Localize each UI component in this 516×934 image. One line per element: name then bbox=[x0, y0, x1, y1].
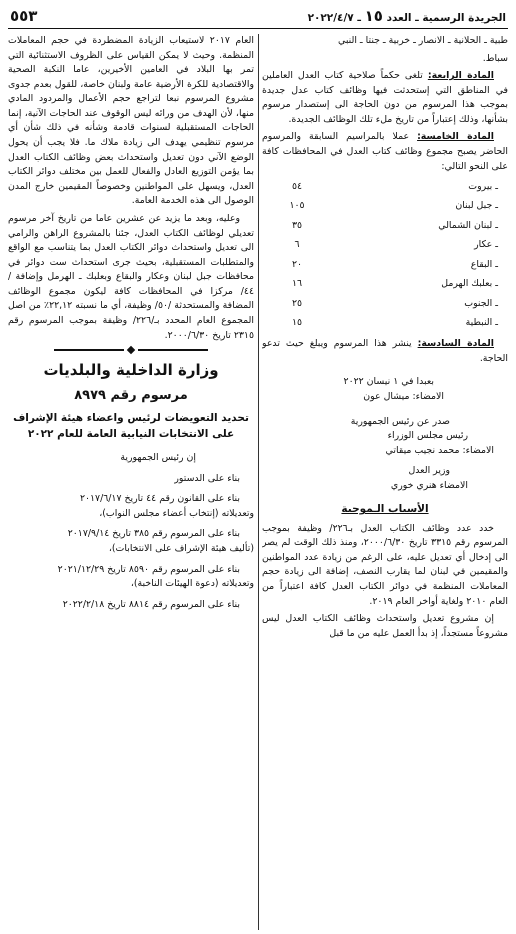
prime-minister-signature: الامضاء: محمد نجيب ميقاتي bbox=[385, 444, 494, 456]
region-name: ـ جبل لبنان bbox=[455, 200, 498, 212]
region-count: ١٠٥ bbox=[289, 200, 305, 212]
list-item bbox=[262, 275, 508, 295]
column-divider bbox=[258, 34, 259, 930]
region-name: ـ البقاع bbox=[470, 258, 498, 270]
decree-title bbox=[8, 410, 254, 444]
preamble-line: وتعديلاته (إنتخاب أعضاء مجلس النواب)، bbox=[99, 507, 254, 519]
section-separator bbox=[8, 347, 254, 353]
article-6-text: ينشر هذا المرسوم ويبلغ حيث تدعو الحاجة. bbox=[262, 338, 508, 364]
prime-minister-title: رئيس مجلس الوزراء bbox=[387, 430, 468, 442]
list-item bbox=[262, 294, 508, 314]
article-4-text: تلغى حكماً صلاحية كتاب العدل العاملين في المناطق التي إستحدثت فيها وظائف كتاب عدل جديدة بموجب هذا المرسوم من دون الحاجة الى إستصدار مرسوم بشأنها، وذلك إعتباراً من تاريخ ملء تلك الوظائف الجديدة. bbox=[262, 70, 508, 125]
list-item bbox=[262, 314, 508, 334]
region-count: ٥٤ bbox=[291, 180, 303, 192]
region-name: ـ لبنان الشمالي bbox=[438, 219, 498, 231]
preamble-line: بناء على المرسوم رقم ٨٥٩٠ تاريخ ٢٠٢١/١٢/٢٩ bbox=[57, 563, 240, 575]
decree-number: مرسوم رقم ٨٩٧٩ bbox=[74, 388, 188, 404]
separator-diamond-icon bbox=[127, 346, 135, 354]
justice-minister-title: وزير العدل bbox=[408, 465, 450, 477]
two-column-body bbox=[8, 34, 508, 930]
region-name: ـ بيروت bbox=[468, 180, 498, 192]
reasons-paragraph-2: إن مشروع تعديل واستحداث وظائف الكتاب العدل ليس مشروعاً مستجداً، إذ بدأ العمل عليه من ما قبل bbox=[262, 613, 508, 639]
villages-line-end: سباط. bbox=[482, 52, 508, 64]
list-item bbox=[262, 197, 508, 217]
region-count: ٦ bbox=[294, 239, 300, 251]
ministry-heading: وزارة الداخلية والبلديات bbox=[43, 361, 219, 380]
justice-minister-signature: الامضاء هنري خوري bbox=[390, 479, 468, 491]
region-count: ١٦ bbox=[291, 278, 303, 290]
article-4 bbox=[262, 69, 508, 127]
region-name: ـ عكار bbox=[474, 239, 498, 251]
signing-date: بعبدا في ١ نيسان ٢٠٢٢ bbox=[343, 376, 434, 388]
list-item bbox=[262, 255, 508, 275]
issued-by: صدر عن رئيس الجمهورية bbox=[350, 415, 450, 427]
region-name: ـ الجنوب bbox=[464, 297, 498, 309]
decree-title-line: على الانتخابات النيابية العامة للعام ٢٠٢٢ bbox=[27, 428, 235, 441]
issue-number: ١٥ bbox=[364, 7, 383, 26]
gazette-issue-line bbox=[308, 5, 506, 28]
reasons-continuation: العام ٢٠١٧ لاستيعاب الزيادة المضطردة في حجم المعاملات المنظمة. وحيث لا يمكن القياس على الظروف الاستثنائية التي تمر بها البلاد في العامين الأخيرين، عاما النكبة الصحية والاقتصادية للكرة الأرضية عامة ولبنان خاصة، للقول بعدم جدوى مشروع المرسوم نبعا لتراجع حجم الأعمال والمردود المادي منها، لأن الهدف من ورائه ليس الوقوف عند الحاجات الآنية، إنما الحاجات المستقبلية لسنوات قادمة وشأنه في ذلك شأن أي مرسوم تنظيمي يهدف الى زيادة ملاك ما. فلا يجب أن يحول الوضع الآني دون تعديل واستحداث بعض وظائف الكتاب العدل بما يؤمن التوزيع العادل والفعال للعمل بين مختلف دوائر الكتاب العدل، ويسهل على المواطنين وخصوصاً المقيمين خارج المدن الوصول الى هذه الخدمة العامة. bbox=[8, 35, 254, 207]
decree-title-line: تحديد التعويضات لرئيس واعضاء هيئة الإشراف bbox=[13, 411, 249, 424]
list-item bbox=[262, 236, 508, 256]
notary-distribution-list bbox=[262, 177, 508, 333]
preamble-line: بناء على المرسوم رقم ٨٨١٤ تاريخ ٢٠٢٢/٢/١٨ bbox=[62, 598, 240, 610]
article-6-label: المادة السادسة: bbox=[417, 338, 494, 350]
gazette-name: الجريدة الرسمية ـ العدد bbox=[386, 12, 506, 25]
list-item bbox=[262, 177, 508, 197]
right-column bbox=[262, 34, 508, 930]
reasons-heading: الأسباب الـموجبة bbox=[341, 503, 429, 516]
region-count: ٢٠ bbox=[291, 258, 303, 270]
preamble-line: بناء على القانون رقم ٤٤ تاريخ ٢٠١٧/٦/١٧ bbox=[79, 493, 240, 505]
preamble-line: (تأليف هيئة الإشراف على الانتخابات)، bbox=[108, 543, 254, 555]
region-count: ٣٥ bbox=[291, 219, 303, 231]
preamble-line: وتعديلاته (دعوة الهيئات الناخبة)، bbox=[130, 578, 254, 590]
page-number: ٥٥٣ bbox=[10, 7, 38, 26]
list-item bbox=[262, 216, 508, 236]
villages-line: طبية ـ الحلانية ـ الانصار ـ خربية ـ جنتا ـ النبي bbox=[338, 35, 508, 46]
president-signature: الامضاء: ميشال عون bbox=[363, 390, 444, 402]
issue-date: ـ ٢٠٢٢/٤/٧ bbox=[307, 12, 361, 25]
reasons-conclusion: وعليه، وبعد ما يزيد عن عشرين عاما من تاريخ آخر مرسوم تعديلي لوظائف الكتاب العدل، جئنا بالمشروع الراهن والرامي الى تعديل واستحداث دوائر الكتاب العدل بما يتناسب مع الواقع والمتطلبات المستقبلية، بحيث جرى استحداث ست دوائر في محافظات جبل لبنان وعكار والبقاع وبعلبك ـ الهرمل وإضافة /٤٤/ مركزا في المحافظات كافة ليكون مجموع الوظائف المضافة والمستحدثة /٥٠/ وظيفة، أي ما نسبته ٢٢,١٢٪ من اصل المجموع العام المحدد بـ/٢٢٦/ وظيفة بموجب المرسوم رقم ٢٣١٥ تاريخ ٢٠٠٠/٦/٣٠. bbox=[8, 212, 254, 341]
page-header bbox=[8, 6, 508, 29]
left-column bbox=[8, 34, 254, 930]
article-5 bbox=[262, 130, 508, 174]
region-count: ٢٥ bbox=[291, 297, 303, 309]
article-6 bbox=[262, 337, 508, 366]
separator-bar bbox=[54, 349, 124, 351]
reasons-paragraph-1: خدد عدد وظائف الكتاب العدل بـ٢٢٦/ وظيفة بموجب المرسوم رقم ٣٣١٥ تاريخ ٢٠٠٠/٦/٣٠، ومنذ ذلك الوقت لم يصر الى إدخال أي تعديل عليه، على الرغم من زيادة عدد المواطنين والمقيمين في لبنان لما يقارب النصف، إضافة الى زيادة حجم المعاملات المنظمة في دوائر الكتاب العدل كافة اعتباراً من العام ٢٠١٠ ولغاية أواخر العام ٢٠١٩. bbox=[262, 522, 508, 607]
preamble-line: بناء على الدستور bbox=[174, 472, 240, 484]
region-name: ـ النبطية bbox=[465, 317, 498, 329]
article-5-label: المادة الخامسة: bbox=[417, 131, 494, 143]
region-count: ١٥ bbox=[291, 317, 303, 329]
preamble-line: بناء على المرسوم رقم ٣٨٥ تاريخ ٢٠١٧/٩/١٤ bbox=[67, 528, 240, 540]
article-4-label: المادة الرابعة: bbox=[427, 70, 494, 82]
separator-bar bbox=[138, 349, 208, 351]
article-5-text: عملا بالمراسيم السابقة والمرسوم الحاضر يصبح مجموع وظائف كتاب العدل في المحافظات كافة على النحو التالي: bbox=[262, 131, 508, 172]
preamble-line: إن رئيس الجمهورية bbox=[120, 452, 196, 464]
region-name: ـ بعلبك الهرمل bbox=[441, 278, 498, 290]
